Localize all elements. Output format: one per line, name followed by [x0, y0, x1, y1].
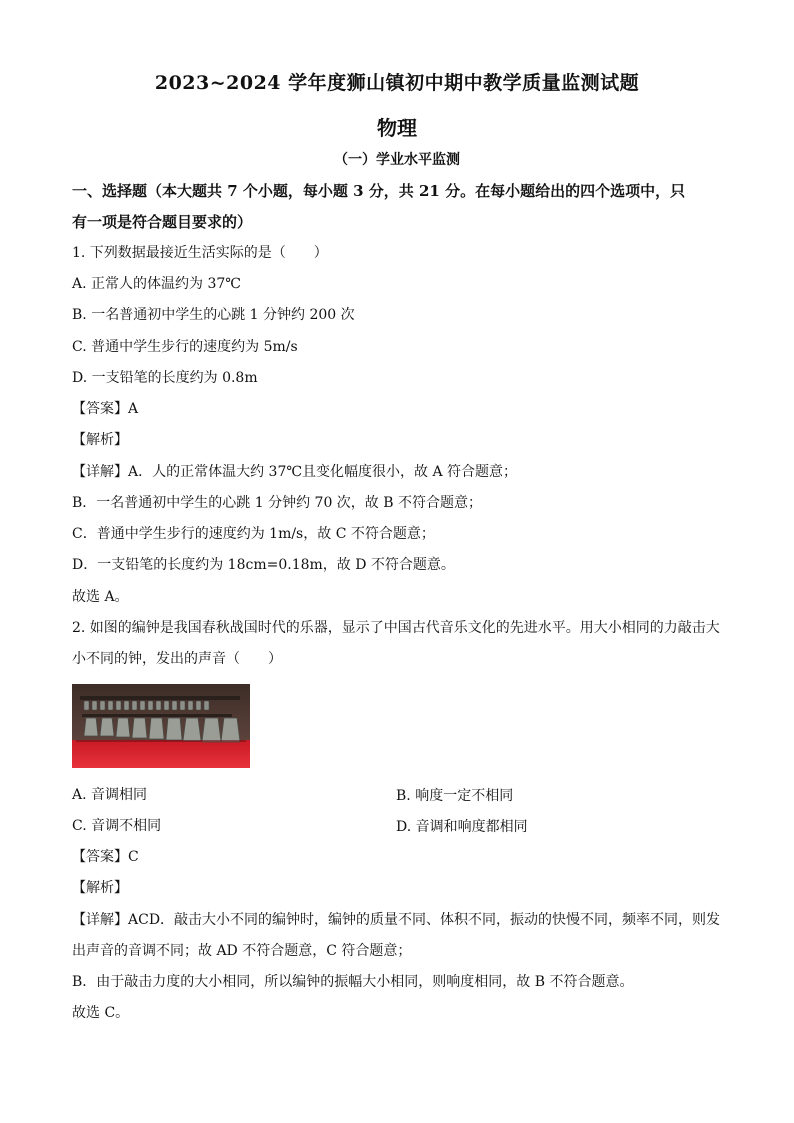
q1-option-d: D. 一支铅笔的长度约为 0.8m	[72, 370, 258, 386]
q1-conclusion: 故选 A。	[72, 589, 129, 605]
q1-detail-a: 【详解】A．人的正常体温大约 37℃且变化幅度很小，故 A 符合题意；	[72, 464, 518, 480]
q2-stem-line1: 2. 如图的编钟是我国春秋战国时代的乐器，显示了中国古代音乐文化的先进水平。用大小相同的力敲击大	[72, 620, 720, 636]
q2-analysis-label: 【解析】	[72, 880, 128, 896]
q2-detail-line2: 出声音的音调不同；故 AD 不符合题意，C 符合题意；	[72, 943, 412, 959]
q2-option-d: D. 音调和响度都相同	[396, 819, 528, 835]
part1-heading-line2: 有一项是符合题目要求的）	[72, 213, 253, 231]
q1-analysis-label: 【解析】	[72, 432, 128, 448]
q2-option-a: A. 音调相同	[72, 787, 148, 803]
exam-title: 2023~2024 学年度狮山镇初中期中教学质量监测试题	[154, 72, 640, 94]
q2-detail-line1: 【详解】ACD．敲击大小不同的编钟时，编钟的质量不同、体积不同，振动的快慢不同，频率不同，则发	[72, 912, 721, 928]
q1-detail-c: C．普通中学生步行的速度约为 1m/s，故 C 不符合题意；	[72, 526, 435, 542]
q1-option-b: B. 一名普通初中学生的心跳 1 分钟约 200 次	[72, 307, 355, 323]
q1-option-c: C. 普通中学生步行的速度约为 5m/s	[72, 339, 298, 355]
q1-answer: 【答案】A	[72, 401, 139, 417]
q2-stem-line2: 小不同的钟，发出的声音（ ）	[72, 651, 282, 667]
q1-detail-b: B．一名普通初中学生的心跳 1 分钟约 70 次，故 B 不符合题意；	[72, 495, 482, 511]
section-title: （一）学业水平监测	[334, 152, 460, 168]
q1-detail-d: D．一支铅笔的长度约为 18cm=0.18m，故 D 不符合题意。	[72, 557, 455, 573]
q2-detail-line3: B．由于敲击力度的大小相同，所以编钟的振幅大小相同，则响度相同，故 B 不符合题意。	[72, 974, 634, 990]
q1-option-a: A. 正常人的体温约为 37℃	[72, 276, 241, 292]
q1-stem: 1. 下列数据最接近生活实际的是（ ）	[72, 245, 328, 261]
q2-option-c: C. 音调不相同	[72, 818, 162, 834]
q2-option-b: B. 响度一定不相同	[396, 788, 514, 804]
part1-heading-line1: 一、选择题（本大题共 7 个小题，每小题 3 分，共 21 分。在每小题给出的四个选项中，只	[72, 182, 686, 200]
q2-conclusion: 故选 C。	[72, 1005, 130, 1021]
q2-answer: 【答案】C	[72, 849, 139, 865]
bianzhong-bells-photo	[72, 684, 250, 768]
subject-title: 物理	[377, 116, 417, 140]
